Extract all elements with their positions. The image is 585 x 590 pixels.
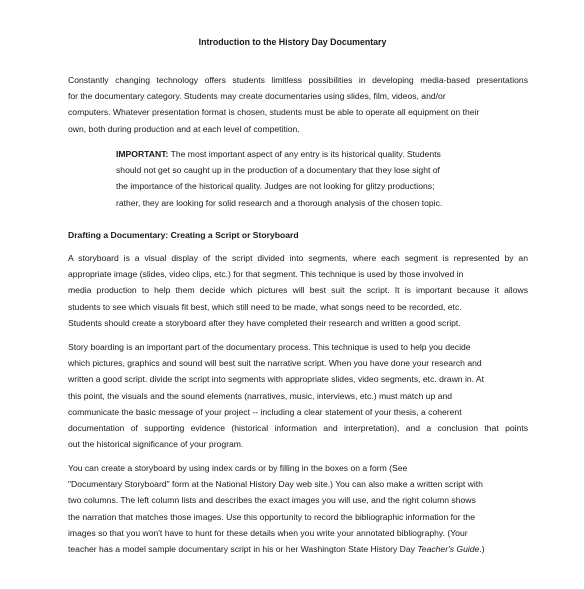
paragraph-line: students to see which visuals fit best, which still need to be made, what songs need to be recorded, etc.: [68, 301, 462, 312]
paragraph-line: images so that you won't have to hunt for these details when you write your annotated bibliography. (Your: [68, 527, 468, 538]
intro-line: Constantly changing technology offers students limitless possibilities in developing media-based presentations: [68, 75, 528, 85]
paragraph-line: appropriate image (slides, video clips, etc.) for that segment. This technique is used by those involved in: [68, 269, 464, 280]
important-line: should not get so caught up in the production of a documentary that they lose sight of: [116, 165, 440, 176]
paragraph-line: which pictures, graphics and sound will best suit the narrative script. When you have done your research and: [68, 358, 482, 369]
important-first-line: [116, 146, 476, 162]
last-line-prefix: teacher has a model sample documentary script in his or her Washington State History Day: [68, 544, 418, 555]
paragraph-line: out the historical significance of your program.: [68, 439, 244, 450]
paragraph-line: the narration that matches those images. Use this opportunity to record the bibliographic information for the: [68, 511, 475, 522]
important-line: rather, they are looking for solid research and a thorough analysis of the chosen topic.: [116, 197, 443, 208]
paragraph-line: two columns. The left column lists and describes the exact images you will use, and the right column shows: [68, 495, 476, 506]
paragraph-line: communicate the basic message of your project -- including a clear statement of your thesis, a coherent: [68, 406, 462, 417]
paragraph-line: Story boarding is an important part of the documentary process. This technique is used to help you decide: [68, 342, 471, 352]
intro-line: for the documentary category. Students may create documentaries using slides, film, videos, and/or: [68, 91, 446, 102]
script-paragraph: [68, 460, 528, 557]
document-title: Introduction to the History Day Documentary: [198, 37, 387, 47]
intro-paragraph: [68, 72, 528, 137]
paragraph-line: this point, the visuals and the sound elements (narratives, music, interviews, etc.) must match up and: [68, 390, 453, 401]
paragraph-line: A storyboard is a visual display of the script divided into segments, where each segment is represented by an: [68, 253, 528, 263]
paragraph-line: documentation of supporting evidence (historical information and interpretation), and a conclusion that points: [68, 423, 528, 434]
intro-line: own, both during production and at each level of competition.: [68, 123, 300, 134]
important-line: the importance of the historical quality. Judges are not looking for glitzy productions;: [116, 181, 435, 192]
last-line-suffix: .): [479, 544, 485, 555]
storyboarding-paragraph: [68, 339, 528, 452]
paragraph-line: written a good script. divide the script into segments with appropriate slides, video segments, etc. drawn in. At: [68, 374, 485, 385]
important-first-line-text: The most important aspect of any entry is its historical quality. Students: [168, 149, 441, 159]
section-heading: Drafting a Documentary: Creating a Script or Storyboard: [68, 230, 299, 240]
storyboard-paragraph: [68, 250, 528, 331]
important-note: [116, 146, 476, 211]
intro-line: computers. Whatever presentation format is chosen, students must be able to operate all equipment on their: [68, 107, 480, 118]
teachers-guide-title: Teacher's Guide: [417, 544, 480, 555]
important-label: IMPORTANT:: [116, 149, 169, 159]
paragraph-line: Students should create a storyboard after they have completed their research and written a good script.: [68, 317, 461, 328]
paragraph-last-line: [68, 541, 528, 557]
paragraph-line: "Documentary Storyboard" form at the National History Day web site.) You can also make a written script with: [68, 479, 483, 490]
paragraph-line: You can create a storyboard by using index cards or by filling in the boxes on a form (See: [68, 463, 408, 473]
paragraph-line: media production to help them decide which pictures will best suit the script. It is important because it allows: [68, 285, 528, 296]
